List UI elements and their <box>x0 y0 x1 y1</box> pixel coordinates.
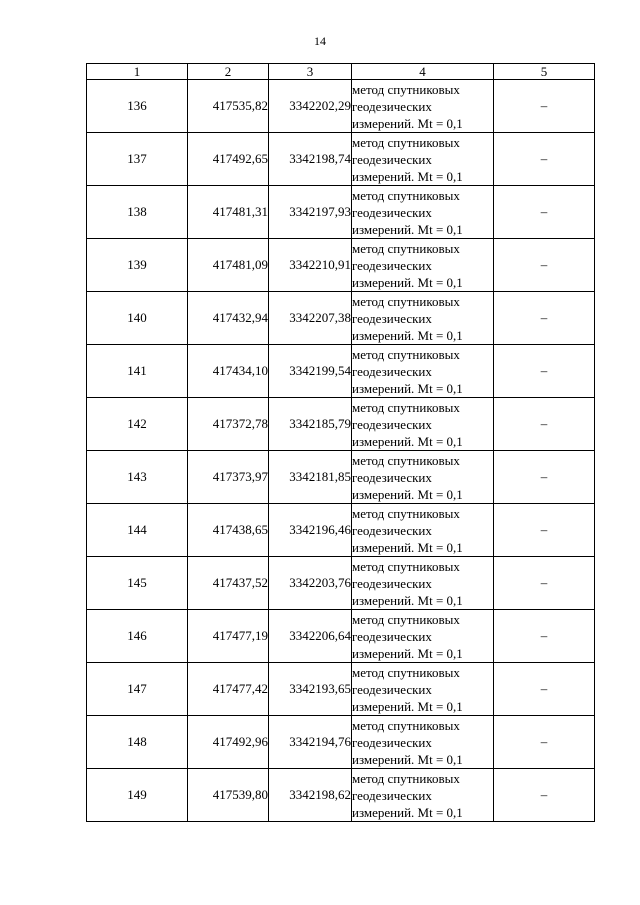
method-line: измерений. Mt = 0,1 <box>352 115 463 131</box>
column-5-cell: – <box>494 769 595 822</box>
method-line: метод спутниковых <box>352 399 460 415</box>
method-line: геодезических <box>352 98 432 114</box>
method-line: геодезических <box>352 204 432 220</box>
method-cell <box>352 345 494 398</box>
method-line: геодезических <box>352 151 432 167</box>
method-line: геодезических <box>352 416 432 432</box>
method-line: метод спутниковых <box>352 558 460 574</box>
method-line: измерений. Mt = 0,1 <box>352 804 463 820</box>
method-line: геодезических <box>352 681 432 697</box>
method-line: измерений. Mt = 0,1 <box>352 168 463 184</box>
x-coordinate-cell: 417432,94 <box>188 292 269 345</box>
table-row <box>87 557 595 610</box>
method-cell <box>352 610 494 663</box>
point-number-cell: 146 <box>87 610 188 663</box>
table-row <box>87 186 595 239</box>
method-cell <box>352 398 494 451</box>
table-row <box>87 345 595 398</box>
y-coordinate-cell: 3342181,85 <box>269 451 352 504</box>
method-cell <box>352 292 494 345</box>
column-5-cell: – <box>494 451 595 504</box>
method-line: геодезических <box>352 310 432 326</box>
table-row <box>87 610 595 663</box>
column-header-5: 5 <box>494 64 595 80</box>
table-row <box>87 292 595 345</box>
column-5-cell: – <box>494 716 595 769</box>
y-coordinate-cell: 3342203,76 <box>269 557 352 610</box>
x-coordinate-cell: 417372,78 <box>188 398 269 451</box>
method-cell <box>352 239 494 292</box>
column-5-cell: – <box>494 80 595 133</box>
point-number-cell: 145 <box>87 557 188 610</box>
method-line: геодезических <box>352 522 432 538</box>
method-line: измерений. Mt = 0,1 <box>352 221 463 237</box>
method-cell <box>352 504 494 557</box>
table-row <box>87 769 595 822</box>
method-line: измерений. Mt = 0,1 <box>352 380 463 396</box>
x-coordinate-cell: 417437,52 <box>188 557 269 610</box>
x-coordinate-cell: 417438,65 <box>188 504 269 557</box>
column-header-3: 3 <box>269 64 352 80</box>
method-cell <box>352 663 494 716</box>
column-5-cell: – <box>494 345 595 398</box>
method-line: метод спутниковых <box>352 134 460 150</box>
method-cell <box>352 716 494 769</box>
point-number-cell: 144 <box>87 504 188 557</box>
x-coordinate-cell: 417481,31 <box>188 186 269 239</box>
method-line: метод спутниковых <box>352 81 460 97</box>
method-line: геодезических <box>352 469 432 485</box>
method-line: геодезических <box>352 363 432 379</box>
method-line: измерений. Mt = 0,1 <box>352 433 463 449</box>
table-row <box>87 239 595 292</box>
y-coordinate-cell: 3342185,79 <box>269 398 352 451</box>
y-coordinate-cell: 3342193,65 <box>269 663 352 716</box>
point-number-cell: 140 <box>87 292 188 345</box>
x-coordinate-cell: 417477,42 <box>188 663 269 716</box>
page-number: 14 <box>314 34 326 48</box>
x-coordinate-cell: 417434,10 <box>188 345 269 398</box>
table-row <box>87 451 595 504</box>
x-coordinate-cell: 417481,09 <box>188 239 269 292</box>
y-coordinate-cell: 3342198,62 <box>269 769 352 822</box>
method-line: метод спутниковых <box>352 717 460 733</box>
method-cell <box>352 451 494 504</box>
y-coordinate-cell: 3342194,76 <box>269 716 352 769</box>
method-line: геодезических <box>352 734 432 750</box>
column-header-2: 2 <box>188 64 269 80</box>
point-number-cell: 136 <box>87 80 188 133</box>
header-row <box>87 64 595 80</box>
method-cell <box>352 133 494 186</box>
column-5-cell: – <box>494 133 595 186</box>
y-coordinate-cell: 3342197,93 <box>269 186 352 239</box>
method-line: геодезических <box>352 575 432 591</box>
x-coordinate-cell: 417477,19 <box>188 610 269 663</box>
table-row <box>87 133 595 186</box>
column-5-cell: – <box>494 398 595 451</box>
method-cell <box>352 80 494 133</box>
y-coordinate-cell: 3342199,54 <box>269 345 352 398</box>
column-header-1: 1 <box>87 64 188 80</box>
method-line: измерений. Mt = 0,1 <box>352 751 463 767</box>
point-number-cell: 148 <box>87 716 188 769</box>
method-line: измерений. Mt = 0,1 <box>352 274 463 290</box>
method-line: метод спутниковых <box>352 505 460 521</box>
method-line: метод спутниковых <box>352 187 460 203</box>
method-line: измерений. Mt = 0,1 <box>352 592 463 608</box>
y-coordinate-cell: 3342196,46 <box>269 504 352 557</box>
point-number-cell: 142 <box>87 398 188 451</box>
column-5-cell: – <box>494 186 595 239</box>
point-number-cell: 147 <box>87 663 188 716</box>
y-coordinate-cell: 3342202,29 <box>269 80 352 133</box>
method-line: метод спутниковых <box>352 611 460 627</box>
coordinates-table <box>86 63 595 822</box>
method-line: измерений. Mt = 0,1 <box>352 698 463 714</box>
column-5-cell: – <box>494 663 595 716</box>
method-line: метод спутниковых <box>352 770 460 786</box>
point-number-cell: 141 <box>87 345 188 398</box>
point-number-cell: 138 <box>87 186 188 239</box>
column-5-cell: – <box>494 239 595 292</box>
method-line: метод спутниковых <box>352 346 460 362</box>
column-header-4: 4 <box>352 64 494 80</box>
y-coordinate-cell: 3342198,74 <box>269 133 352 186</box>
x-coordinate-cell: 417492,65 <box>188 133 269 186</box>
x-coordinate-cell: 417539,80 <box>188 769 269 822</box>
table-row <box>87 716 595 769</box>
table-row <box>87 398 595 451</box>
y-coordinate-cell: 3342207,38 <box>269 292 352 345</box>
method-line: метод спутниковых <box>352 240 460 256</box>
y-coordinate-cell: 3342206,64 <box>269 610 352 663</box>
method-line: геодезических <box>352 787 432 803</box>
column-5-cell: – <box>494 504 595 557</box>
x-coordinate-cell: 417492,96 <box>188 716 269 769</box>
method-line: измерений. Mt = 0,1 <box>352 645 463 661</box>
method-line: измерений. Mt = 0,1 <box>352 327 463 343</box>
method-line: геодезических <box>352 628 432 644</box>
point-number-cell: 137 <box>87 133 188 186</box>
point-number-cell: 139 <box>87 239 188 292</box>
column-5-cell: – <box>494 292 595 345</box>
x-coordinate-cell: 417535,82 <box>188 80 269 133</box>
method-cell <box>352 557 494 610</box>
table-row <box>87 504 595 557</box>
point-number-cell: 149 <box>87 769 188 822</box>
method-line: метод спутниковых <box>352 452 460 468</box>
method-line: измерений. Mt = 0,1 <box>352 539 463 555</box>
y-coordinate-cell: 3342210,91 <box>269 239 352 292</box>
column-5-cell: – <box>494 557 595 610</box>
method-line: метод спутниковых <box>352 664 460 680</box>
column-5-cell: – <box>494 610 595 663</box>
table-row <box>87 80 595 133</box>
method-line: геодезических <box>352 257 432 273</box>
method-line: измерений. Mt = 0,1 <box>352 486 463 502</box>
x-coordinate-cell: 417373,97 <box>188 451 269 504</box>
table-row <box>87 663 595 716</box>
method-line: метод спутниковых <box>352 293 460 309</box>
point-number-cell: 143 <box>87 451 188 504</box>
method-cell <box>352 186 494 239</box>
method-cell <box>352 769 494 822</box>
